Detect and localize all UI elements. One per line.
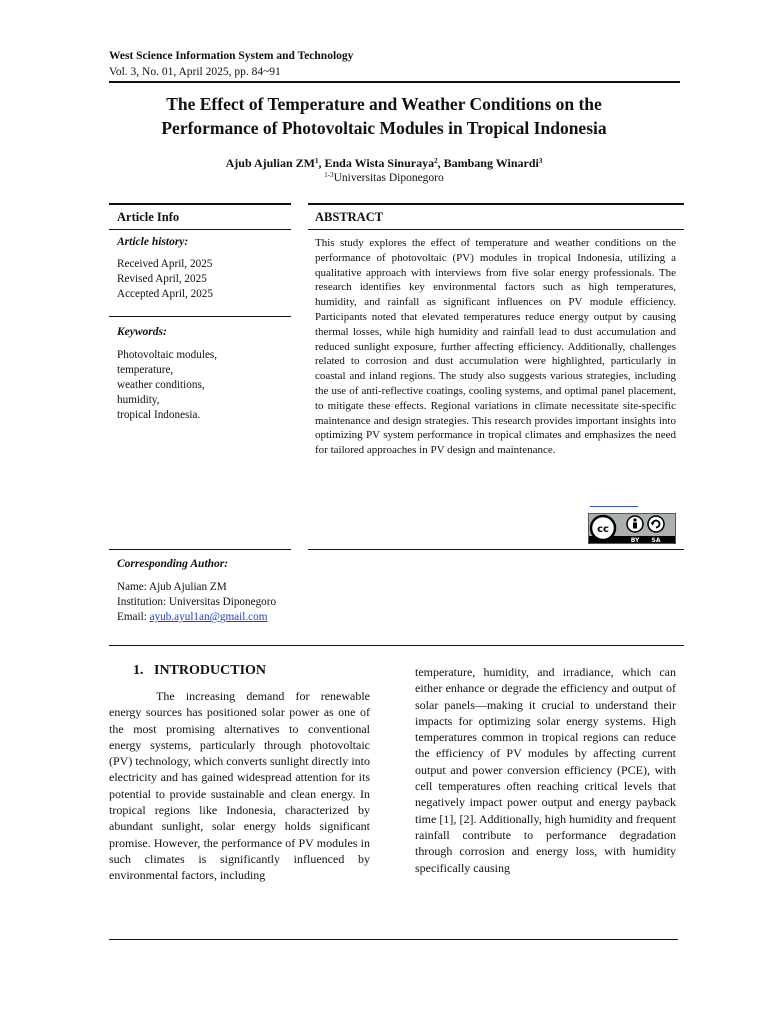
abstract-sub-rule xyxy=(308,229,684,230)
sa-label: SA xyxy=(651,537,661,544)
by-label: BY xyxy=(630,537,640,544)
paper-title xyxy=(80,93,688,140)
email-link[interactable]: ayub.ayul1an@gmail.com xyxy=(149,611,268,623)
article-info-top-rule xyxy=(109,203,291,205)
received-date: Received April, 2025 xyxy=(117,258,213,270)
affiliation-sup: 1-3 xyxy=(324,171,334,179)
title-line-2: Performance of Photovoltaic Modules in Tropical Indonesia xyxy=(161,117,607,138)
volume-info: Vol. 3, No. 01, April 2025, pp. 84~91 xyxy=(109,66,281,78)
email-label: Email: xyxy=(117,611,150,623)
keyword: humidity, xyxy=(117,394,160,406)
keyword: temperature, xyxy=(117,364,174,376)
sa-icon xyxy=(648,516,664,532)
abstract-top-rule xyxy=(308,203,684,205)
footer-rule xyxy=(109,939,678,940)
article-info-heading: Article Info xyxy=(117,210,180,224)
keywords-label: Keywords: xyxy=(117,326,167,338)
keyword: Photovoltaic modules, xyxy=(117,349,218,361)
author-list: Ajub Ajulian $ZM^1$, Enda Wista Sinuraya$^2$, Bambang Winardi$^3$ xyxy=(225,156,543,170)
corresponding-details xyxy=(117,580,276,625)
abstract-bottom-rule xyxy=(308,549,684,550)
history-dates xyxy=(117,257,213,302)
section-heading-introduction: 1. INTRODUCTION xyxy=(133,663,267,678)
article-info-sub-rule xyxy=(109,229,291,230)
front-matter-bottom-rule xyxy=(109,645,684,646)
revised-date: Revised April, 2025 xyxy=(117,273,207,285)
author-name: Ajub Ajulian ZM xyxy=(225,156,315,170)
accepted-date: Accepted April, 2025 xyxy=(117,288,213,300)
header-rule xyxy=(109,81,680,83)
abstract-text: This study explores the effect of temperature and weather conditions on the performance of photovoltaic (PV) modules in tropical Indonesia, utilizing a qualitative approach with interviews from five solar energy professionals. The research identifies key environmental factors such as high temperatures, humidity, and rainfall as significant influences on PV module efficiency. Participants noted that elevated temperatures reduce energy output by causing thermal losses, while high humidity and rainfall lead to dust accumulation and reduced sunlight exposure, further affecting efficiency. Additionally, challenges related to corrosion and dust accumulation were highlighted, particularly in coastal and inland regions. The study also suggests various strategies, including the use of anti-reflective coatings, cooling systems, and optimal panel placement, to mitigate these effects. Regional variations in climate necessitate site-specific maintenance and design strategies. This research provides important insights into optimizing PV system performance in tropical climates and emphasizes the need for tailored approaches in PV design and maintenance. xyxy=(315,237,676,457)
license-link-line[interactable] xyxy=(590,506,638,507)
cc-by-sa-badge[interactable] xyxy=(588,513,676,544)
keyword: tropical Indonesia. xyxy=(117,409,201,421)
corresponding-heading: Corresponding Author: xyxy=(117,558,229,570)
keywords-rule xyxy=(109,316,291,317)
journal-name: West Science Information System and Technology xyxy=(109,50,354,62)
title-line-1: The Effect of Temperature and Weather Conditions on the xyxy=(166,94,602,114)
info-bottom-rule xyxy=(109,549,291,550)
history-label: Article history: xyxy=(117,236,189,248)
corresponding-email-row xyxy=(117,610,276,625)
author-sup: 1 xyxy=(314,157,319,165)
intro-left-column: The increasing demand for renewable energy sources has positioned solar power as one of the most promising alternatives to conventional energy systems, particularly through photovoltaic (PV) technology, which converts sunlight directly into electricity and has gained widespread attention for its potential to provide sustainable and clean energy. In tropical regions like Indonesia, characterized by abundant sunlight, solar energy holds significant promise. However, the performance of PV modules in such climates is significantly influenced by environmental factors, including xyxy=(109,689,370,883)
affiliation xyxy=(80,172,688,184)
author-sup: 3 xyxy=(538,157,543,165)
author-name: Bambang Winardi xyxy=(443,156,539,170)
keyword: weather conditions, xyxy=(117,379,205,391)
abstract-heading: ABSTRACT xyxy=(315,210,384,224)
author-name: Enda Wista Sinuraya xyxy=(324,156,435,170)
svg-text:cc: cc xyxy=(597,524,609,535)
corresponding-name: Name: Ajub Ajulian ZM xyxy=(117,581,227,593)
keywords-list xyxy=(117,348,217,423)
corresponding-institution: Institution: Universitas Diponegoro xyxy=(117,596,277,608)
intro-right-column: temperature, humidity, and irradiance, which can either enhance or degrade the efficiency and output of solar panels—making it crucial to understand their impacts for optimizing solar energy systems. High temperatures common in tropical regions can reduce the efficiency of PV modules by affecting current output and power conversion efficiency (PCE), with cell temperatures often reaching critical levels that negatively impact power output and energy payback time [1], [2]. Additionally, high humidity and frequent rainfall contribute to performance degradation through corrosion and energy loss, with humidity specifically causing xyxy=(415,665,676,875)
affiliation-name: Universitas Diponegoro xyxy=(333,172,444,184)
author-sup: 2 xyxy=(434,157,438,165)
